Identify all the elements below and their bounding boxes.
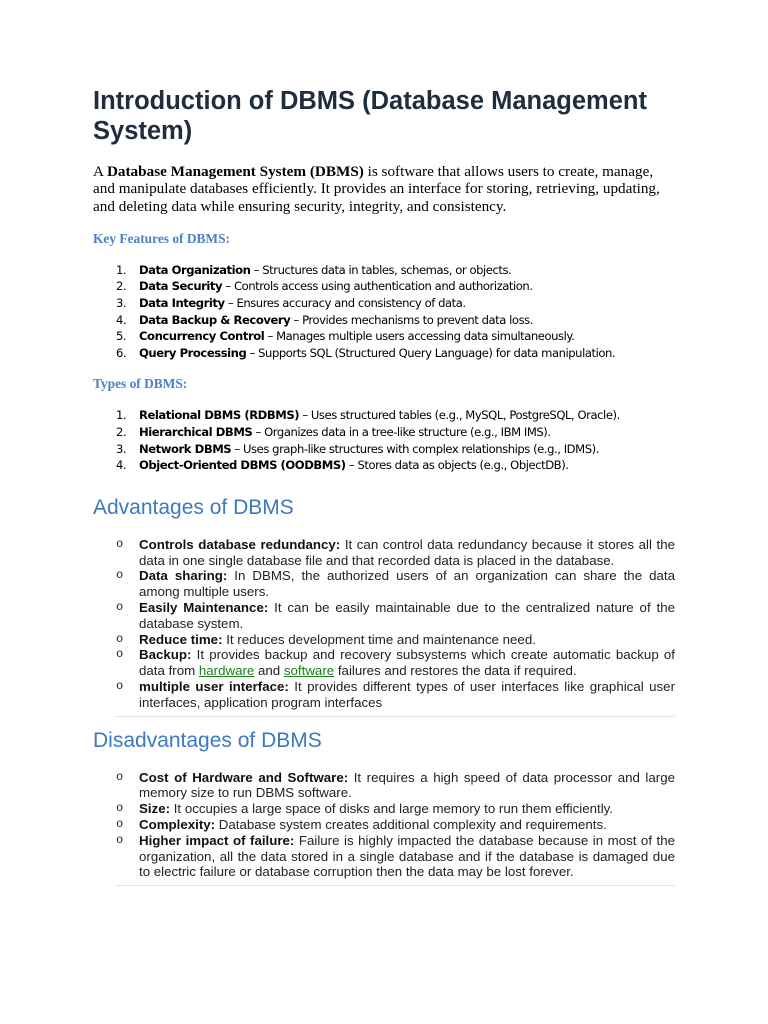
bullet-icon: o [116,536,124,551]
key-features-list [93,262,675,362]
list-item [93,632,675,648]
item-number: 2. [116,425,127,440]
item-desc: It can control data redundancy because it stores all the data in one single database file and that recorded data is placed in the database. [139,536,675,568]
item-term: Backup: [139,647,192,663]
list-item [93,441,675,458]
item-desc: – Provides mechanisms to prevent data loss. [290,312,533,327]
item-desc: It reduces development time and maintenance need. [222,631,536,647]
item-desc: Failure is highly impacted the database because in most of the organization, all the data stored in a single database and if the database is damaged due to electric failure or database corruption then the data may be lost forever. [139,832,675,880]
item-desc-end: failures and restores the data if required. [334,663,577,679]
intro-paragraph [93,163,675,215]
item-desc: – Supports SQL (Structured Query Language) for data manipulation. [246,345,616,360]
item-desc: – Uses graph-like structures with complex relationships (e.g., IDMS). [231,441,599,456]
item-term: Relational DBMS (RDBMS) [139,408,300,423]
item-desc: – Controls access using authentication and authorization. [222,279,533,294]
document-page [93,86,675,886]
item-desc: It provides backup and recovery subsystems which create automatic backup of data from [139,647,675,679]
list-item [93,801,675,817]
list-item [93,833,675,880]
list-item [93,679,675,711]
bullet-icon: o [116,679,124,693]
software-link[interactable]: software [283,663,335,679]
item-desc: – Organizes data in a tree-like structure (e.g., IBM IMS). [252,425,551,440]
item-term: multiple user interface: [139,679,289,694]
bullet-icon: o [116,832,124,847]
intro-prefix: A [93,163,107,180]
item-desc-mid: and [254,663,284,679]
bullet-icon: o [116,769,124,784]
bullet-icon: o [116,600,124,615]
advantages-heading: Advantages of DBMS [93,495,294,519]
list-item [93,817,675,833]
item-term: Hierarchical DBMS [139,425,253,440]
bullet-icon: o [116,816,124,831]
section-divider [116,716,675,717]
item-number: 4. [116,312,127,327]
section-divider [116,885,675,886]
item-term: Data Organization [139,262,251,277]
item-desc: Database system creates additional complexity and requirements. [215,816,607,832]
item-term: Concurrency Control [139,329,265,344]
item-term: Size: [139,801,171,817]
advantages-list [93,537,675,711]
intro-bold-term: Database Management System (DBMS) [106,163,364,180]
item-desc: It can be easily maintainable due to the centralized nature of the database system. [139,600,675,631]
item-term: Controls database redundancy: [139,536,341,552]
item-term: Data Backup & Recovery [139,312,291,327]
item-desc: – Uses structured tables (e.g., MySQL, PostgreSQL, Oracle). [299,408,620,423]
item-number: 1. [116,262,127,277]
list-item [93,345,675,362]
page-title: Introduction of DBMS (Database Management System) [93,87,647,145]
disadvantages-heading: Disadvantages of DBMS [93,728,322,752]
types-heading: Types of DBMS: [93,376,188,392]
list-item [93,407,675,424]
item-desc: It requires a high speed of data processor and large memory size to run DBMS software. [139,769,675,801]
item-desc: – Manages multiple users accessing data simultaneously. [264,329,575,344]
item-number: 3. [116,296,127,311]
item-term: Data Integrity [139,296,225,311]
disadvantages-list [93,770,675,881]
item-term: Network DBMS [139,441,232,456]
list-item [93,568,675,600]
list-item [93,424,675,441]
bullet-icon: o [116,647,124,662]
hardware-link[interactable]: hardware [198,663,255,679]
item-number: 5. [116,329,127,344]
types-list [93,407,675,473]
list-item [93,262,675,279]
list-item [93,600,675,632]
item-number: 3. [116,441,127,456]
list-item [93,647,675,679]
item-desc: It provides different types of user interfaces like graphical user interfaces, application program interfaces [139,679,675,710]
list-item [93,295,675,312]
intro-rest: is software that allows users to create, manage, and manipulate databases efficiently. It provides an interface for storing, retrieving, updating, and deleting data while ensuring security, integrity, and consistency. [93,163,660,215]
item-number: 1. [116,408,127,423]
bullet-icon: o [116,568,124,583]
item-term: Object-Oriented DBMS (OODBMS) [139,458,346,473]
list-item [93,312,675,329]
list-item [93,457,675,474]
item-number: 4. [116,458,127,473]
item-term: Data Security [139,279,223,294]
item-term: Easily Maintenance: [139,600,269,616]
item-desc: It occupies a large space of disks and large memory to run them efficiently. [170,801,613,817]
item-term: Data sharing: [139,568,228,584]
item-desc: In DBMS, the authorized users of an organization can share the data among multiple users. [139,568,675,600]
bullet-icon: o [116,631,124,646]
list-item [93,770,675,802]
list-item [93,328,675,345]
item-desc: – Ensures accuracy and consistency of data. [224,296,466,311]
bullet-icon: o [116,801,124,816]
list-item [93,278,675,295]
item-desc: – Stores data as objects (e.g., ObjectDB). [345,458,569,473]
key-features-heading: Key Features of DBMS: [93,230,230,246]
item-term: Complexity: [139,816,216,832]
item-term: Reduce time: [139,631,223,647]
item-term: Cost of Hardware and Software: [139,769,349,785]
list-item [93,537,675,569]
item-term: Higher impact of failure: [139,832,295,848]
item-term: Query Processing [139,345,247,360]
item-desc: – Structures data in tables, schemas, or objects. [250,262,512,277]
item-number: 6. [116,345,127,360]
item-number: 2. [116,279,127,294]
